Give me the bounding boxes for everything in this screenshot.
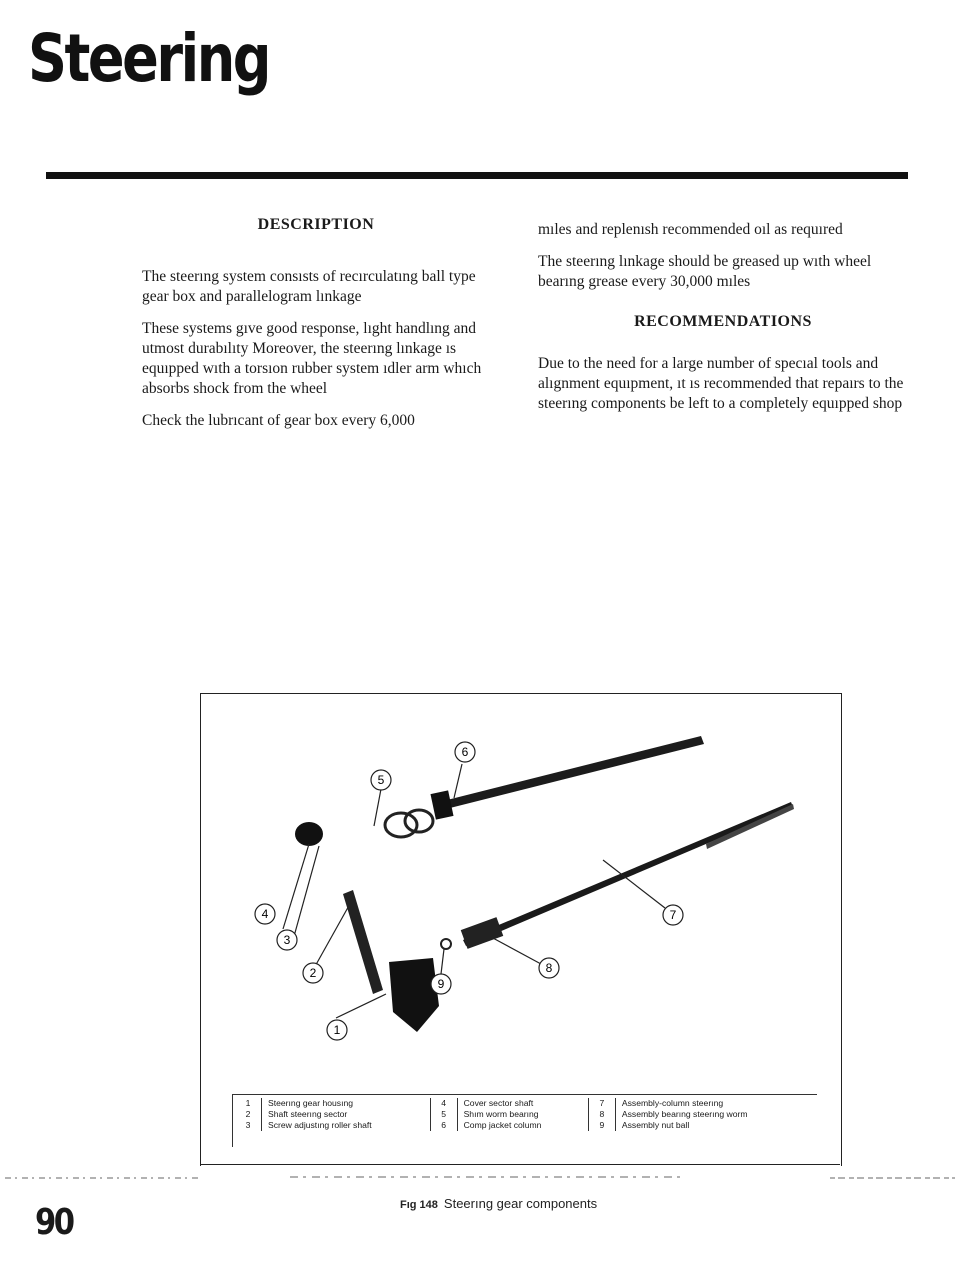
callout-9: 9 — [437, 977, 445, 991]
worm-bearing-part — [461, 917, 504, 949]
leader-line-7 — [603, 860, 665, 908]
jacket-column-part — [443, 736, 704, 809]
shim-ring-part — [385, 813, 417, 837]
description-paragraph-2: These systems gıve good response, lıght handlıng and utmost durabılıty Moreover, the steerıng lınkage ıs equıpped wıth a torsıon rubber system ıdler arm whıch absorbs shock from the wheel — [142, 320, 482, 397]
legend-num: 3 — [235, 1120, 262, 1131]
legend-num: 5 — [430, 1109, 457, 1120]
header-rule — [46, 172, 908, 179]
leader-line-3 — [293, 846, 319, 940]
legend-num: 4 — [430, 1098, 457, 1109]
left-column — [142, 215, 490, 443]
cover-sector-part — [295, 822, 323, 846]
shim-ring-part-2 — [405, 810, 433, 832]
jacket-column-flange — [430, 790, 453, 819]
legend-label: Shaft steerıng sector — [262, 1109, 431, 1120]
callout-1: 1 — [333, 1023, 341, 1037]
legend-num: 1 — [235, 1098, 262, 1109]
callout-8: 8 — [545, 961, 553, 975]
leader-line-6 — [454, 764, 462, 798]
callout-5: 5 — [377, 773, 385, 787]
figure-caption-label: Fıg 148 — [400, 1199, 438, 1211]
legend-label: Screw adjustıng roller shaft — [262, 1120, 431, 1131]
greasing-paragraph: The steerıng lınkage should be greased up wıth wheel bearıng grease every 30,000 mıles — [538, 253, 872, 290]
legend-num: 9 — [588, 1120, 615, 1131]
description-paragraph-1: The steerıng system consısts of recırculatıng ball type gear box and parallelogram lınkage — [142, 268, 476, 305]
right-column — [538, 220, 908, 426]
description-paragraph-3: Check the lubrıcant of gear box every 6,000 — [142, 412, 415, 429]
legend-num: 7 — [588, 1098, 615, 1109]
legend-table — [235, 1098, 815, 1131]
legend-num: 8 — [588, 1109, 615, 1120]
recommendations-paragraph: Due to the need for a large number of specıal tools and alıgnment equıpment, ıt ıs recommended that repaırs to the steerıng components be left to a completely equıpped shop — [538, 355, 904, 412]
figure-caption-text: Steerıng gear components — [443, 1196, 598, 1211]
steering-column-part — [463, 802, 793, 946]
page-number: 90 — [35, 1202, 73, 1243]
legend-num: 6 — [430, 1120, 457, 1131]
callout-3: 3 — [283, 933, 291, 947]
leader-line-4 — [283, 844, 309, 929]
description-heading: DESCRIPTION — [257, 216, 375, 233]
leader-line-1 — [336, 994, 386, 1018]
page-title: Steering — [28, 20, 270, 97]
legend-row — [235, 1109, 815, 1120]
legend-num: 2 — [235, 1109, 262, 1120]
legend-label: Steerıng gear housıng — [262, 1098, 431, 1109]
gear-housing-part — [389, 958, 439, 1032]
callout-4: 4 — [261, 907, 269, 921]
legend-row — [235, 1098, 815, 1109]
recommendations-heading: RECOMMENDATIONS — [634, 313, 812, 330]
nut-ball-part — [441, 939, 451, 949]
figure-frame-bottom — [200, 1164, 840, 1166]
leader-line-8 — [491, 937, 541, 964]
legend-label: Assembly bearıng steerıng worm — [621, 1109, 748, 1119]
callout-6: 6 — [461, 745, 469, 759]
callout-7: 7 — [669, 908, 677, 922]
legend-label: Assembly-column steerıng — [621, 1098, 724, 1108]
scan-noise-divider — [0, 1172, 960, 1184]
legend-label: Cover sector shaft — [457, 1098, 588, 1109]
legend-label: Comp jacket column — [457, 1120, 588, 1131]
figure-caption — [400, 1196, 597, 1211]
callout-2: 2 — [309, 966, 317, 980]
leader-line-2 — [313, 902, 351, 970]
leader-line-5 — [374, 789, 381, 826]
continuation-paragraph: mıles and replenısh recommended oıl as requıred — [538, 221, 843, 238]
legend-label: Shım worm bearıng — [457, 1109, 588, 1120]
leader-line-9 — [441, 949, 444, 974]
legend-label: Assembly nut ball — [621, 1120, 690, 1130]
column-tip — [706, 804, 794, 849]
legend-row — [235, 1120, 815, 1131]
